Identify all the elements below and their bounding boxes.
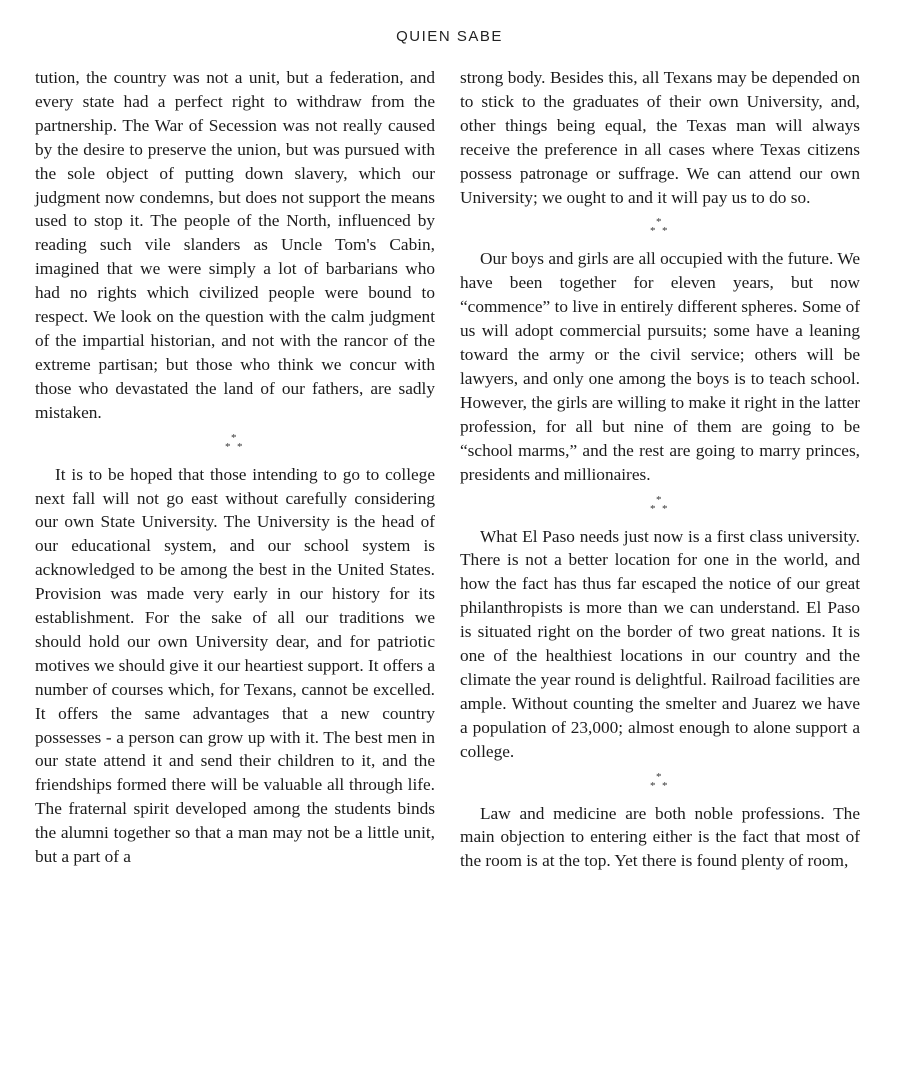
paragraph-law-and-medicine: Law and medicine are both noble professions. The main objection to entering either is the fact that most of the room is at the top. Yet there is found plenty of room,	[460, 803, 860, 871]
paragraph-boys-and-girls: Our boys and girls are all occupied with the future. We have been together for eleven years, but now “commence” to live in entirely different spheres. Some of us will adopt commercial pursuits; some have a leaning toward the army or the civil service; others will be lawyers, and only one among the boys is to teach school. However, the girls are willing to make it right in the latter profession, for all but nine of them are going to be “school marms,” and the rest are going to marry princes, presidents and millionaires.	[460, 249, 860, 484]
asterisk-glyph: *	[656, 216, 662, 229]
left-column	[35, 66, 435, 869]
section-separator	[640, 770, 680, 796]
asterisk-glyph: *	[662, 225, 668, 238]
asterisk-glyph: *	[231, 431, 237, 444]
asterisk-glyph: *	[650, 502, 656, 515]
paragraph-state-university: It is to be hoped that those intending to go to college next fall will not go east without carefully considering our own State University. The University is the head of our educational system, and our school system is acknowledged to be among the best in the United States. Provision was made very early in our history for its establishment. For the sake of all our traditions we should hold our own University dear, and for patriotic motives we should give it our heartiest support. It offers a number of courses which, for Texans, cannot be excelled. It offers the same advantages that a new country possesses - a person can grow up with it. The best men in our state attend it and send their children to it, and the friendships formed there will be valuable all through life. The fraternal spirit developed among the students binds the alumni together so that a man may not be a little unit, but a part of a	[35, 464, 435, 867]
asterisk-glyph: *	[225, 440, 231, 453]
section-separator	[640, 493, 680, 519]
asterisk-glyph: *	[656, 770, 662, 783]
right-column	[460, 66, 860, 873]
asterisk-glyph: *	[650, 779, 656, 792]
paragraph-university-continued: strong body. Besides this, all Texans may be depended on to stick to the graduates of their own University, and, other things being equal, the Texas man will always receive the preference in all cases where Texas citizens possess patronage or suffrage. We can attend our own University; we ought to and it will pay us to do so.	[460, 68, 860, 207]
paragraph-el-paso-university: What El Paso needs just now is a first class university. There is not a better location for one in the world, and how the fact has thus far escaped the notice of our great philanthropists is more than we can understand. El Paso is situated right on the border of two great nations. It is one of the healthiest locations in our country and the climate the year round is delightful. Railroad facilities are ample. Without counting the smelter and Juarez we have a population of 23,000; almost enough to alone support a college.	[460, 526, 860, 761]
section-separator	[215, 431, 255, 457]
running-header: QUIEN SABE	[396, 28, 503, 45]
asterisk-glyph: *	[237, 440, 243, 453]
asterisk-glyph: *	[656, 493, 662, 506]
section-separator	[640, 215, 680, 241]
asterisk-glyph: *	[662, 779, 668, 792]
asterisk-glyph: *	[650, 225, 656, 238]
paragraph-secession: tution, the country was not a unit, but a federation, and every state had a perfect right to withdraw from the partnership. The War of Secession was not really caused by the desire to preserve the union, but was pursued with the sole object of putting down slavery, which our judgment now condemns, but does not support the means used to stop it. The people of the North, influenced by reading such vile slanders as Uncle Tom's Cabin, imagined that we were simply a lot of barbarians who had no rights which civilized people were bound to respect. We look on the question with the calm judgment of the impartial historian, and not with the rancor of the extreme partisan; but those who think we concur with those who devastated the land of our fathers, are sadly mistaken.	[35, 68, 435, 422]
asterisk-glyph: *	[662, 502, 668, 515]
